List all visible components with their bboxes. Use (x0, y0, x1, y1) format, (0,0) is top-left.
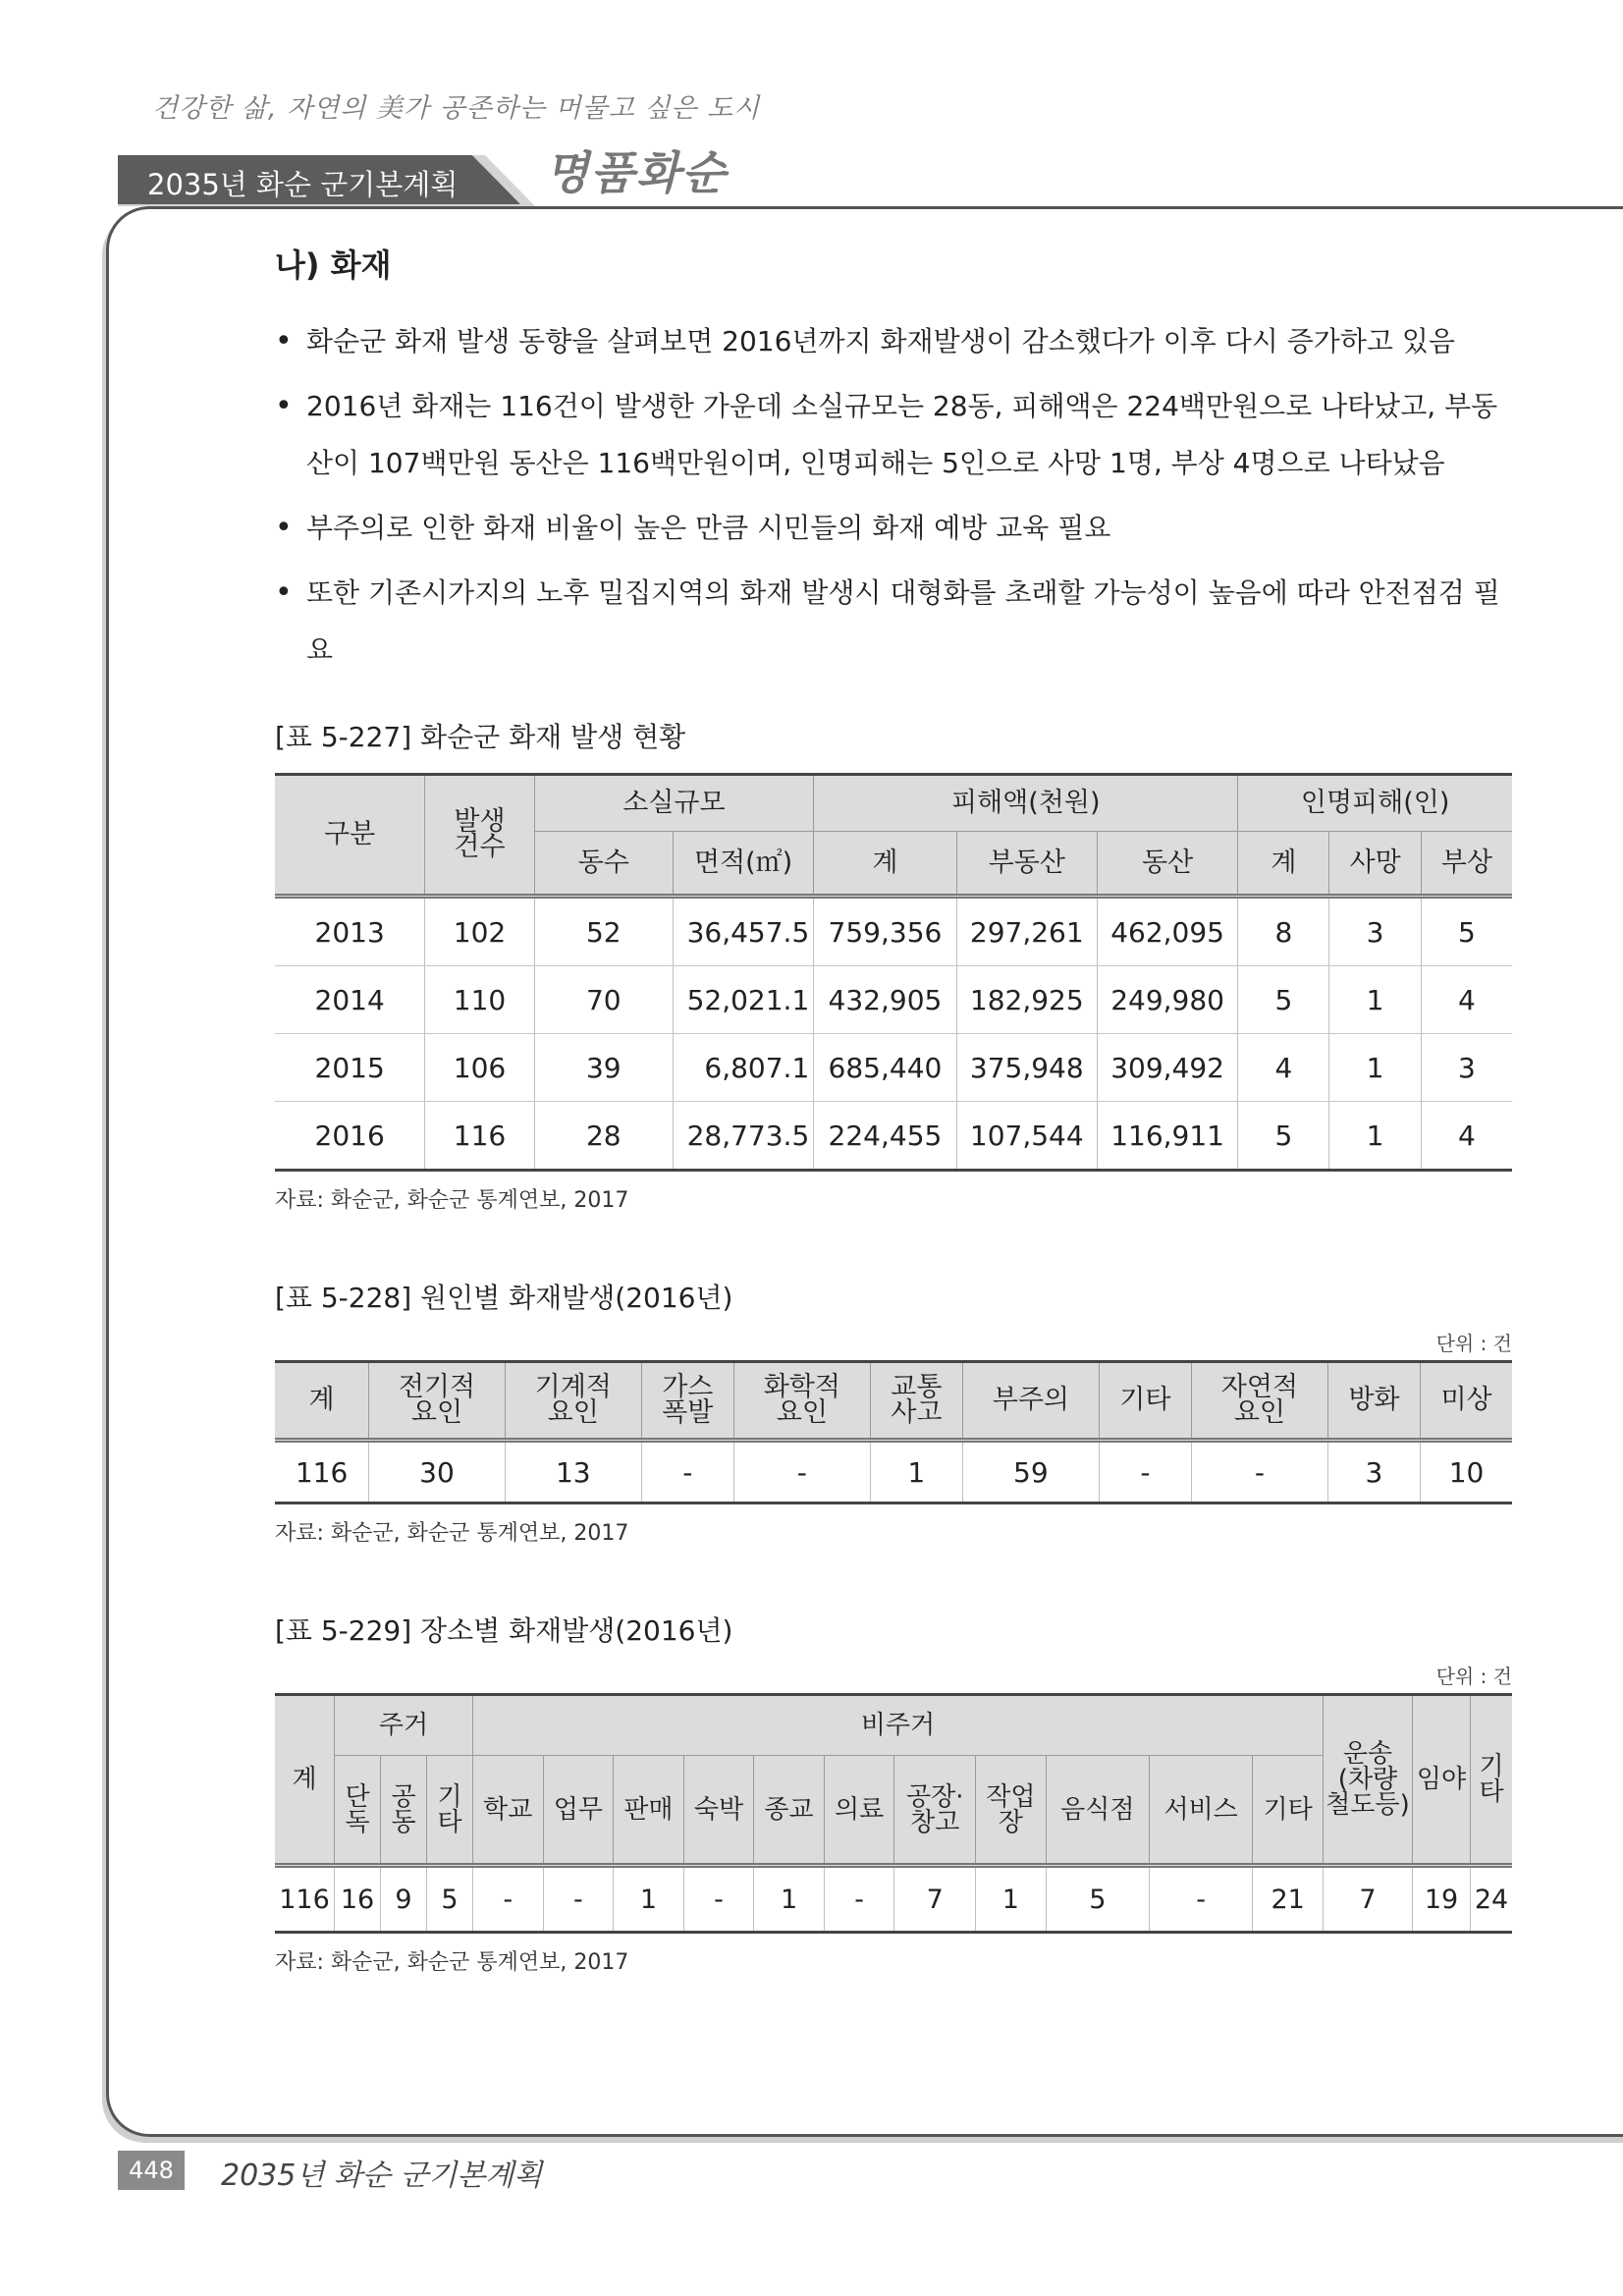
section-title: 나) 화재 (275, 246, 392, 284)
th-cause: 부주의 (962, 1362, 1099, 1441)
table2-caption: [표 5-228] 원인별 화재발생(2016년) (275, 1282, 733, 1314)
cell: 1 (754, 1866, 825, 1933)
table1-caption: [표 5-227] 화순군 화재 발생 현황 (275, 721, 686, 753)
cell: 102 (425, 897, 534, 966)
th-nonres-sub: 서비스 (1149, 1756, 1252, 1866)
cell: 2014 (275, 966, 425, 1034)
cell: 249,980 (1097, 966, 1237, 1034)
cell: 28,773.5 (673, 1102, 813, 1171)
th-nonres-sub: 작업 장 (976, 1756, 1047, 1866)
cell: - (543, 1866, 614, 1933)
cell: 1 (976, 1866, 1047, 1933)
th-dmg-movable: 동산 (1097, 832, 1237, 897)
cell: 3 (1421, 1034, 1512, 1102)
table-row (275, 1441, 1512, 1503)
th-cause: 계 (275, 1362, 369, 1441)
cell: 21 (1253, 1866, 1324, 1933)
table2-source: 자료: 화순군, 화순군 통계연보, 2017 (275, 1521, 629, 1546)
brand-logo: 명품화순 (545, 146, 728, 199)
th-cause: 가스 폭발 (641, 1362, 733, 1441)
cell: 10 (1421, 1441, 1512, 1503)
th-cause: 기타 (1099, 1362, 1191, 1441)
th-total: 계 (275, 1695, 335, 1866)
cell: 5 (1238, 966, 1329, 1034)
cell: - (1192, 1441, 1328, 1503)
cell: 70 (534, 966, 673, 1034)
th-residential: 주거 (335, 1695, 473, 1756)
cell: 1 (1329, 1102, 1421, 1171)
cell: 224,455 (814, 1102, 956, 1171)
table-row (275, 966, 1512, 1034)
cell: 106 (425, 1034, 534, 1102)
footer-title: 2035년 화순 군기본계획 (221, 2159, 543, 2193)
cell: 8 (1238, 897, 1329, 966)
th-loss: 소실규모 (534, 775, 814, 832)
bullet-item: • 또한 기존시가지의 노후 밀집지역의 화재 발생시 대형화를 초래할 가능성이 높음에 따라 안전점검 필요 (275, 565, 1512, 679)
cell: 759,356 (814, 897, 956, 966)
cell: 3 (1329, 897, 1421, 966)
table1-source: 자료: 화순군, 화순군 통계연보, 2017 (275, 1188, 629, 1213)
cell: 116 (275, 1866, 335, 1933)
cell: - (683, 1866, 754, 1933)
cell: 685,440 (814, 1034, 956, 1102)
cell: 59 (962, 1441, 1099, 1503)
th-forest: 임야 (1413, 1695, 1471, 1866)
th-nonres-sub: 의료 (824, 1756, 894, 1866)
plan-title: 2035년 화순 군기본계획 (147, 168, 459, 201)
th-dmg-real: 부동산 (956, 832, 1097, 897)
cell: 7 (894, 1866, 976, 1933)
cell: 36,457.5 (673, 897, 813, 966)
cell: - (824, 1866, 894, 1933)
bullet-item: • 부주의로 인한 화재 비율이 높은 만큼 시민들의 화재 예방 교육 필요 (275, 500, 1512, 557)
cell: - (473, 1866, 544, 1933)
th-other: 기 타 (1471, 1695, 1513, 1866)
cell: 3 (1327, 1441, 1420, 1503)
cell: - (733, 1441, 870, 1503)
cell: - (641, 1441, 733, 1503)
th-dmg-total: 계 (814, 832, 956, 897)
th-cause: 전기적 요인 (369, 1362, 506, 1441)
cell: 28 (534, 1102, 673, 1171)
cell: 4 (1238, 1034, 1329, 1102)
th-res-sub: 단 독 (335, 1756, 381, 1866)
th-loss-bldg: 동수 (534, 832, 673, 897)
th-cas-dead: 사망 (1329, 832, 1421, 897)
table3-source: 자료: 화순군, 화순군 통계연보, 2017 (275, 1950, 629, 1975)
cell: 107,544 (956, 1102, 1097, 1171)
cell: 16 (335, 1866, 381, 1933)
cell: 39 (534, 1034, 673, 1102)
cell: 462,095 (1097, 897, 1237, 966)
cell: 2013 (275, 897, 425, 966)
cell: 1 (614, 1866, 684, 1933)
cell: 52 (534, 897, 673, 966)
cell: 116 (425, 1102, 534, 1171)
table-row (275, 1102, 1512, 1171)
table3-unit: 단위 : 건 (1435, 1665, 1512, 1688)
fire-status-table (275, 773, 1512, 1172)
cell: 7 (1324, 1866, 1413, 1933)
th-cause: 화학적 요인 (733, 1362, 870, 1441)
cell: 9 (381, 1866, 427, 1933)
cell: 5 (1046, 1866, 1149, 1933)
table2-unit: 단위 : 건 (1435, 1332, 1512, 1355)
cell: 13 (505, 1441, 641, 1503)
cell: 375,948 (956, 1034, 1097, 1102)
cell: 52,021.1 (673, 966, 813, 1034)
fire-location-table (275, 1693, 1512, 1934)
th-nonres-sub: 업무 (543, 1756, 614, 1866)
th-nonres-sub: 숙박 (683, 1756, 754, 1866)
cell: 116,911 (1097, 1102, 1237, 1171)
th-non-residential: 비주거 (473, 1695, 1324, 1756)
bullet-list (275, 313, 1512, 679)
cell: 432,905 (814, 966, 956, 1034)
cell: 182,925 (956, 966, 1097, 1034)
cell: 2016 (275, 1102, 425, 1171)
th-casualty: 인명피해(인) (1238, 775, 1512, 832)
cell: 30 (369, 1441, 506, 1503)
th-cause: 미상 (1421, 1362, 1512, 1441)
cell: 309,492 (1097, 1034, 1237, 1102)
th-nonres-sub: 기타 (1253, 1756, 1324, 1866)
cell: 110 (425, 966, 534, 1034)
cell: 5 (427, 1866, 473, 1933)
cell: 116 (275, 1441, 369, 1503)
cell: 24 (1471, 1866, 1513, 1933)
table-row (275, 897, 1512, 966)
fire-cause-table (275, 1360, 1512, 1504)
cell: 4 (1421, 1102, 1512, 1171)
cell: 5 (1238, 1102, 1329, 1171)
table-row (275, 1866, 1512, 1933)
th-loss-area: 면적(㎡) (673, 832, 813, 897)
th-gubun: 구분 (275, 775, 425, 897)
th-cause: 교통 사고 (870, 1362, 962, 1441)
table-row (275, 1034, 1512, 1102)
th-nonres-sub: 종교 (754, 1756, 825, 1866)
cell: 2015 (275, 1034, 425, 1102)
th-res-sub: 공 동 (381, 1756, 427, 1866)
th-cause: 방화 (1327, 1362, 1420, 1441)
th-nonres-sub: 판매 (614, 1756, 684, 1866)
th-cas-total: 계 (1238, 832, 1329, 897)
cell: 19 (1413, 1866, 1471, 1933)
th-count: 발생 건수 (425, 775, 534, 897)
cell: 1 (870, 1441, 962, 1503)
th-nonres-sub: 학교 (473, 1756, 544, 1866)
table3-caption: [표 5-229] 장소별 화재발생(2016년) (275, 1614, 733, 1647)
cell: 5 (1421, 897, 1512, 966)
cell: 1 (1329, 1034, 1421, 1102)
cell: 4 (1421, 966, 1512, 1034)
bullet-item: • 화순군 화재 발생 동향을 살펴보면 2016년까지 화재발생이 감소했다가 이후 다시 증가하고 있음 (275, 313, 1512, 370)
cell: 1 (1329, 966, 1421, 1034)
th-damage: 피해액(천원) (814, 775, 1238, 832)
cell: 6,807.1 (673, 1034, 813, 1102)
main-content (275, 241, 1512, 1976)
th-transport: 운송 (차량 철도등) (1324, 1695, 1413, 1866)
cell: 297,261 (956, 897, 1097, 966)
th-cas-injured: 부상 (1421, 832, 1512, 897)
th-nonres-sub: 음식점 (1046, 1756, 1149, 1866)
cell: - (1099, 1441, 1191, 1503)
th-res-sub: 기 타 (427, 1756, 473, 1866)
bullet-item: • 2016년 화재는 116건이 발생한 가운데 소실규모는 28동, 피해액은 224백만원으로 나타났고, 부동산이 107백만원 동산은 116백만원이며, 인명피해는 5인으로 사망 1명, 부상 4명으로 나타났음 (275, 378, 1512, 492)
th-cause: 기계적 요인 (505, 1362, 641, 1441)
th-nonres-sub: 공장· 창고 (894, 1756, 976, 1866)
slogan: 건강한 삶, 자연의 美가 공존하는 머물고 싶은 도시 (152, 93, 761, 124)
cell: - (1149, 1866, 1252, 1933)
th-cause: 자연적 요인 (1192, 1362, 1328, 1441)
page-number: 448 (118, 2151, 185, 2190)
